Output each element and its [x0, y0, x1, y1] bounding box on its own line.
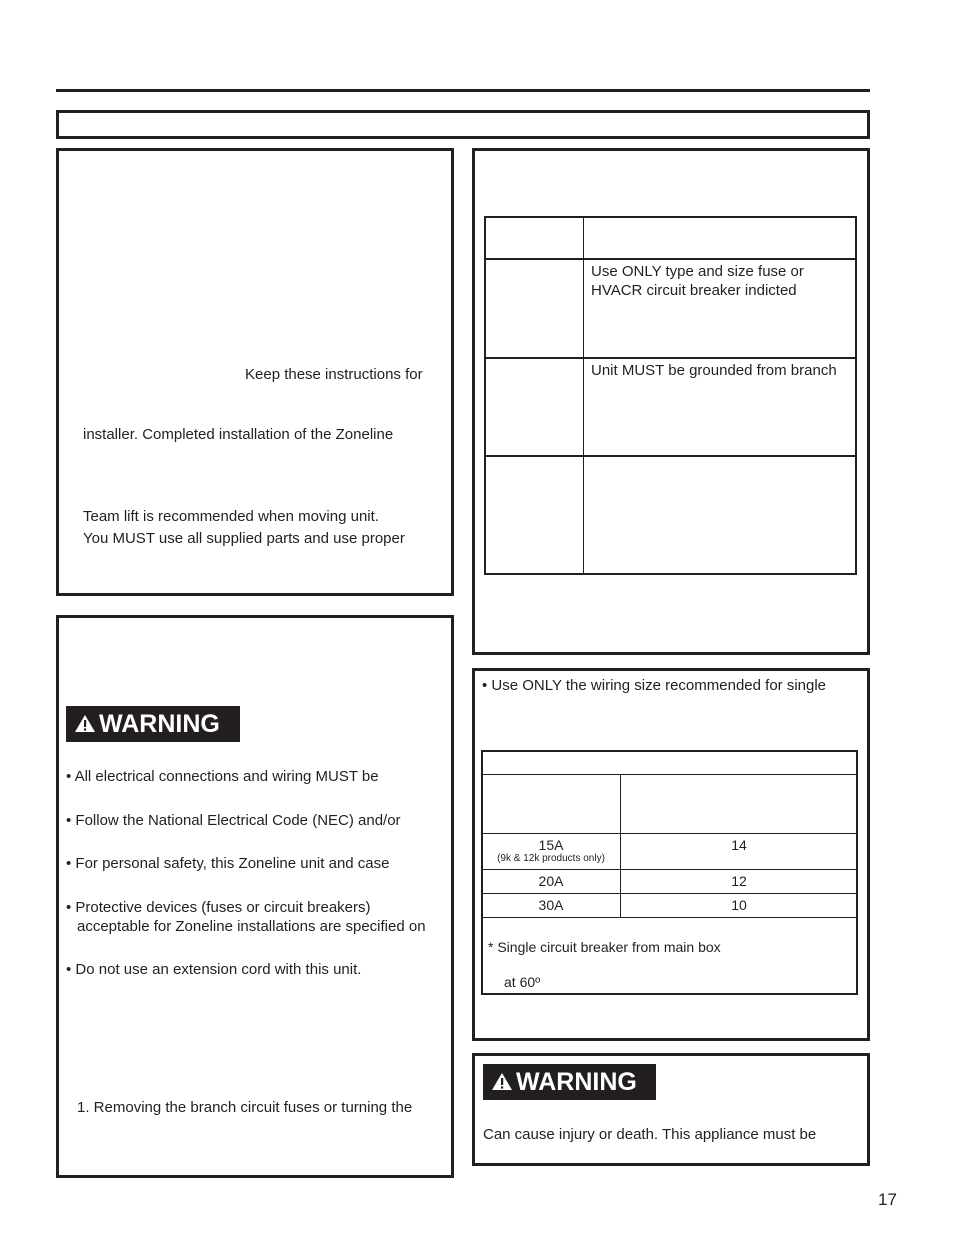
- breaker-20a: 20A: [538, 873, 564, 889]
- warning-icon: [74, 714, 96, 733]
- intro-line-2: installer. Completed installation of the Zoneline: [83, 426, 394, 443]
- intro-line-1: Keep these instructions for: [245, 366, 423, 383]
- wire-row-divider-4: [481, 917, 858, 918]
- grounding-warning-text: Can cause injury or death. This appliance must be: [483, 1126, 817, 1143]
- wire-row-divider-3: [481, 893, 858, 894]
- bullet-5: • Do not use an extension cord with this unit.: [66, 961, 362, 978]
- wiring-intro: • Use ONLY the wiring size recommended for single: [482, 677, 827, 694]
- fuse-line-2: HVACR circuit breaker indicted: [591, 282, 797, 299]
- req-col-divider: [583, 216, 584, 575]
- header-bar: [56, 110, 870, 139]
- warning-icon: [491, 1072, 513, 1091]
- bullet-4: • Protective devices (fuses or circuit breakers): [66, 899, 371, 916]
- fuse-line-1: Use ONLY type and size fuse or: [591, 263, 804, 280]
- intro-line-4: You MUST use all supplied parts and use proper: [83, 530, 405, 547]
- wire-header-divider: [481, 774, 858, 775]
- wire-row-divider-2: [481, 869, 858, 870]
- ground-line-1: Unit MUST be grounded from branch: [591, 362, 837, 379]
- header-rule: [56, 89, 870, 92]
- wire-row-divider-1: [481, 833, 858, 834]
- page-number: 17: [878, 1190, 897, 1209]
- breaker-15a: 15A: [538, 837, 564, 853]
- warning-banner-2: [483, 1064, 656, 1100]
- warning-label: WARNING: [516, 1068, 637, 1096]
- breaker-15a-note: (9k & 12k products only): [497, 853, 605, 864]
- step-1: 1. Removing the branch circuit fuses or turning the: [77, 1099, 413, 1116]
- warning-label: WARNING: [99, 710, 220, 738]
- req-row-divider-1: [484, 258, 857, 260]
- intro-line-3: Team lift is recommended when moving unit.: [83, 508, 379, 525]
- wire-12: 12: [731, 873, 747, 889]
- electrical-box: [56, 615, 454, 1178]
- bullet-4-continued: acceptable for Zoneline installations are specified on: [77, 918, 426, 935]
- wire-footnote-1: * Single circuit breaker from main box: [488, 939, 721, 955]
- breaker-30a: 30A: [538, 897, 564, 913]
- warning-banner: [66, 706, 240, 742]
- wire-10: 10: [731, 897, 747, 913]
- bullet-2: • Follow the National Electrical Code (NEC) and/or: [66, 812, 401, 829]
- req-row-divider-3: [484, 455, 857, 457]
- bullet-3: • For personal safety, this Zoneline unit and case: [66, 855, 390, 872]
- wire-footnote-2: at 60º: [504, 974, 541, 990]
- wire-14: 14: [731, 837, 747, 853]
- req-row-divider-2: [484, 357, 857, 359]
- bullet-1: • All electrical connections and wiring MUST be: [66, 768, 379, 785]
